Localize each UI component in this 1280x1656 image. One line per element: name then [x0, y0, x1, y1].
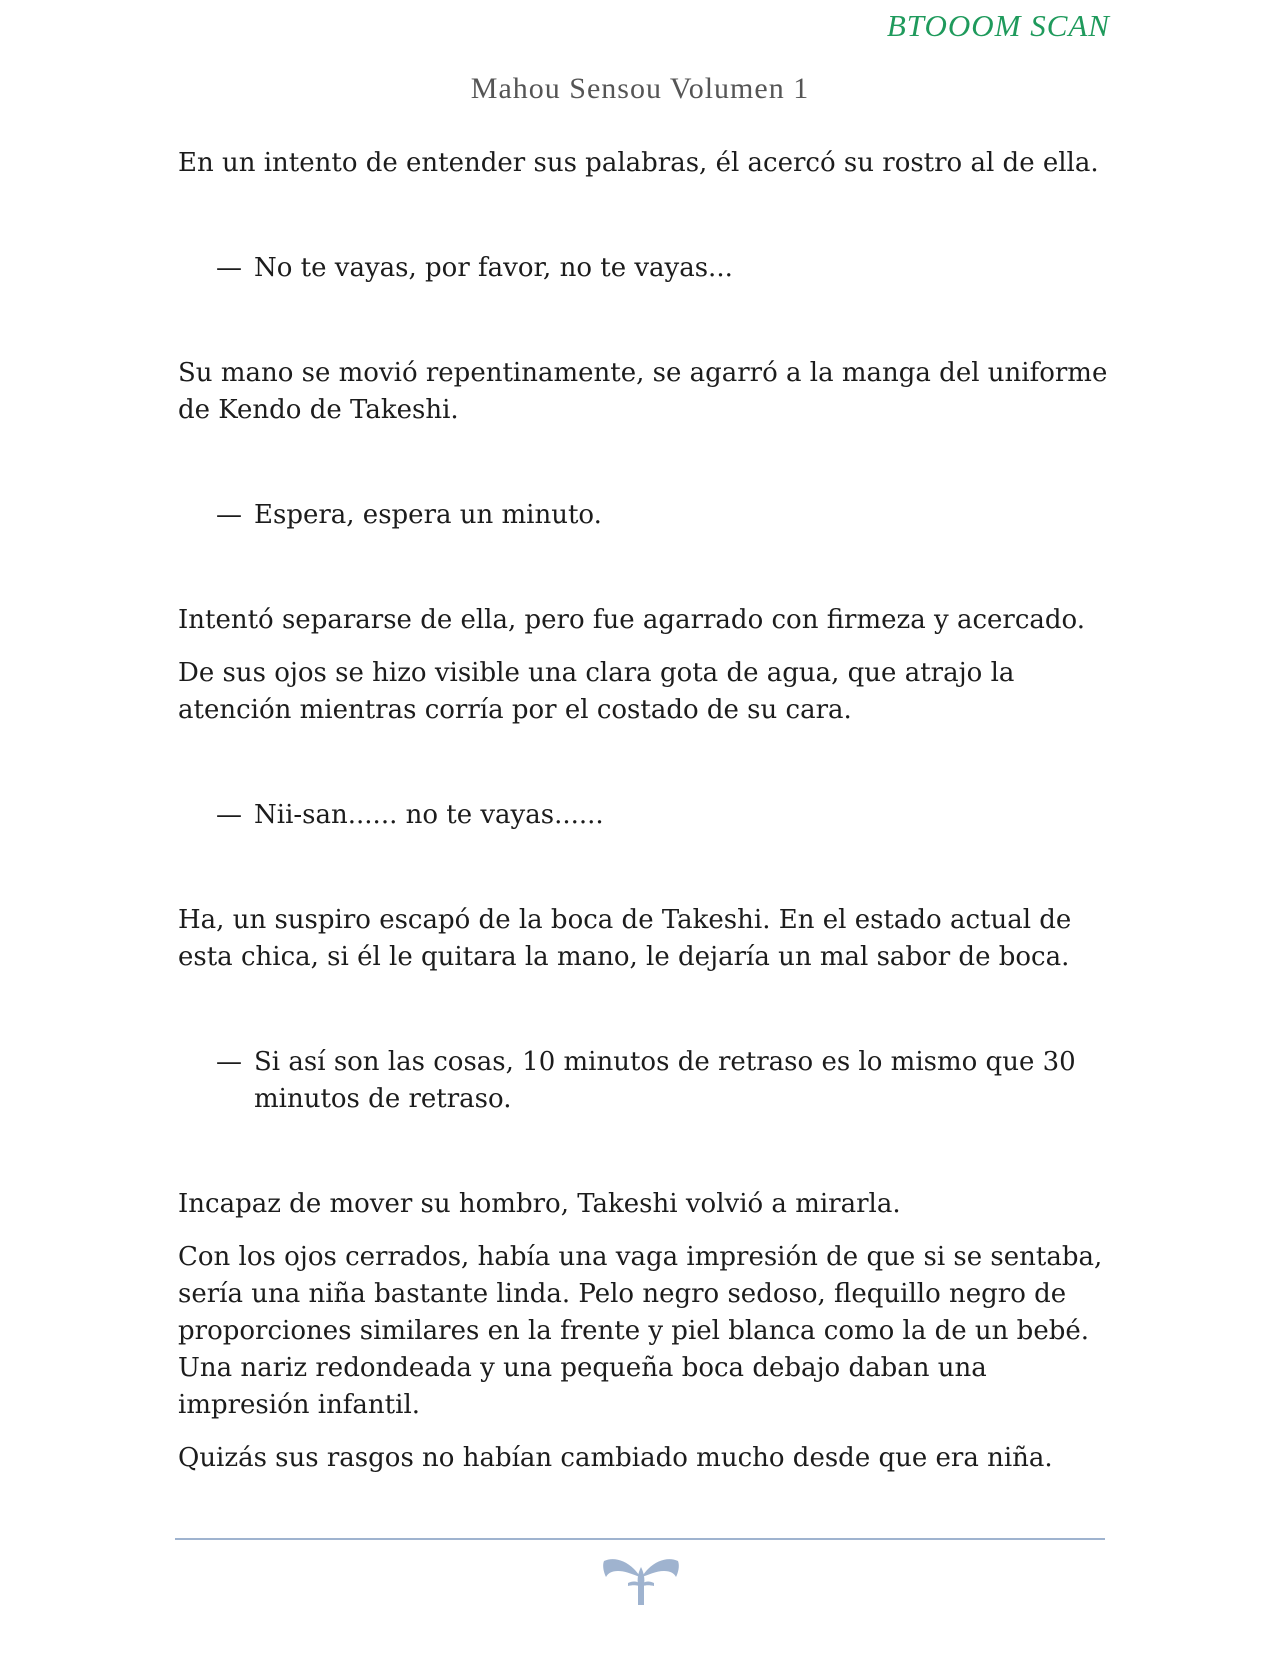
paragraph: Incapaz de mover su hombro, Takeshi volvió a mirarla. — [178, 1189, 901, 1219]
dialogue-line — [178, 797, 1108, 834]
dialogue-line — [178, 250, 1108, 287]
paragraph: Intentó separarse de ella, pero fue agarrado con firmeza y acercado. — [178, 605, 1085, 635]
dialogue-text: No te vayas, por favor, no te vayas... — [254, 253, 733, 283]
page-body — [178, 145, 1108, 1493]
paragraph: Su mano se movió repentinamente, se agarró a la manga del uniforme de Kendo de Takeshi. — [178, 358, 1108, 425]
dialogue-line — [178, 497, 1108, 534]
paragraph: De sus ojos se hizo visible una clara gota de agua, que atrajo la atención mientras corría por el costado de su cara. — [178, 658, 1015, 725]
paragraph: Con los ojos cerrados, había una vaga impresión de que si se sentaba, sería una niña bastante linda. Pelo negro sedoso, flequillo negro de proporciones similares en la frente y piel blanca como la de un bebé. Una nariz redondeada y una pequeña boca debajo daban una impresión infantil. — [178, 1242, 1103, 1420]
watermark: BTOOOM SCAN — [886, 8, 1110, 43]
dialogue-text: Nii-san...... no te vayas...... — [254, 800, 604, 830]
fleur-ornament-icon — [602, 1555, 680, 1607]
dialogue-text: Si así son las cosas, 10 minutos de retraso es lo mismo que 30 minutos de retraso. — [254, 1047, 1076, 1114]
dialogue-dash: — — [216, 500, 242, 530]
paragraph: Ha, un suspiro escapó de la boca de Takeshi. En el estado actual de esta chica, si él le quitara la mano, le dejaría un mal sabor de boca. — [178, 905, 1072, 972]
dialogue-text: Espera, espera un minuto. — [254, 500, 602, 530]
dialogue-dash: — — [216, 253, 242, 283]
paragraph: Quizás sus rasgos no habían cambiado mucho desde que era niña. — [178, 1443, 1053, 1473]
running-header: Mahou Sensou Volumen 1 — [470, 72, 810, 105]
dialogue-line — [178, 1044, 1108, 1118]
footer-rule — [175, 1538, 1105, 1540]
paragraph: En un intento de entender sus palabras, él acercó su rostro al de ella. — [178, 148, 1099, 178]
dialogue-dash: — — [216, 800, 242, 830]
dialogue-dash: — — [216, 1047, 242, 1077]
